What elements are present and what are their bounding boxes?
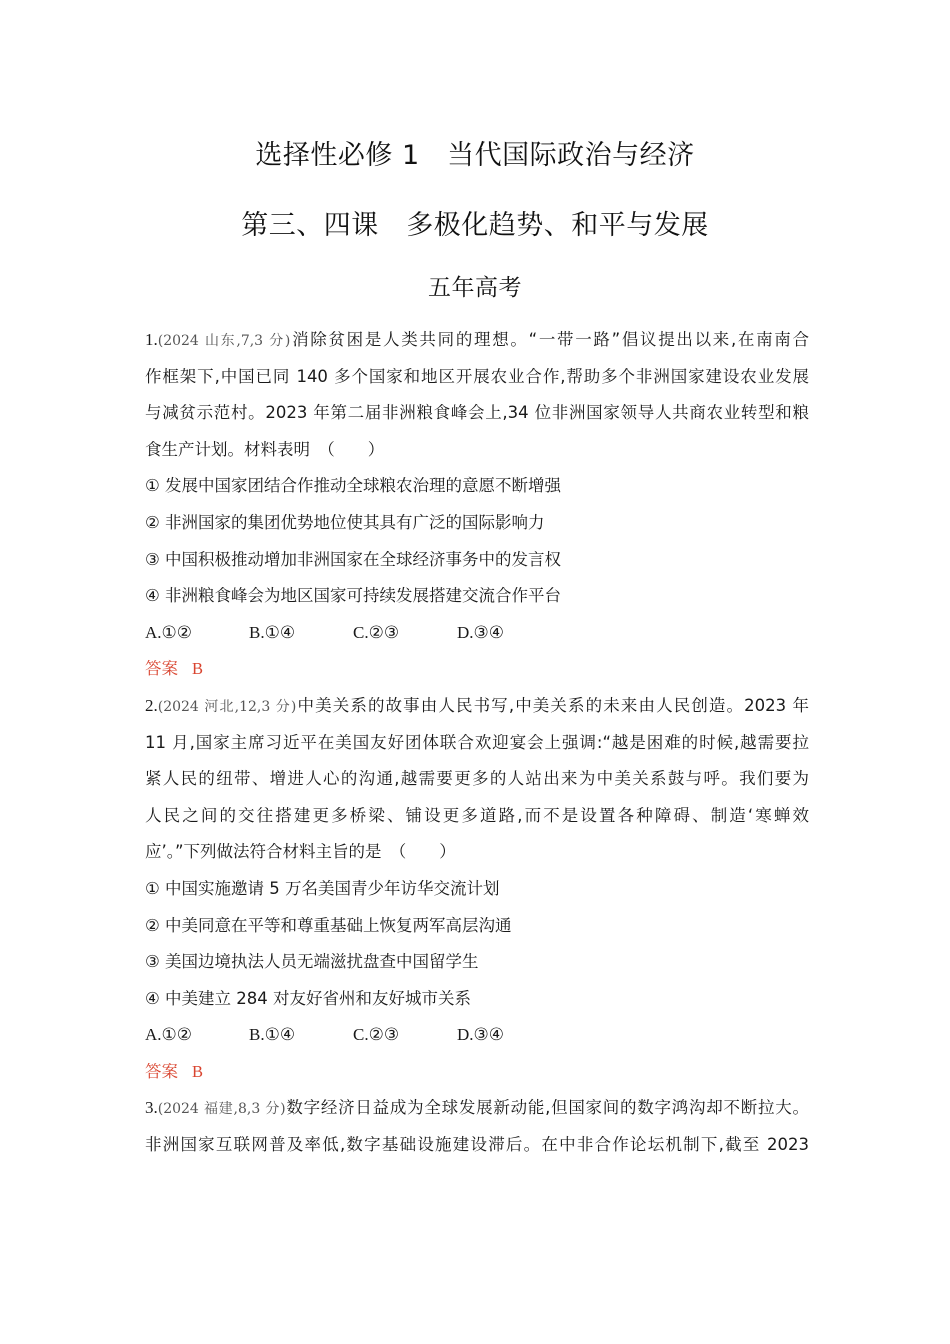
question-1-line-4: 食生产计划。材料表明 （ ） — [145, 439, 385, 459]
question-1-line-1 — [145, 322, 809, 359]
option-c: C.②③ — [353, 622, 400, 642]
answer-label: 答案 — [145, 1061, 178, 1081]
question-1 — [145, 322, 825, 688]
option-b: B.①④ — [249, 622, 296, 642]
question-2-line-4: 人民之间的交往搭建更多桥梁、铺设更多道路,而不是设置各种障碍、制造‘寒蝉效 — [145, 805, 809, 825]
answer-options — [145, 1017, 825, 1054]
statement-item: ③ 中国积极推动增加非洲国家在全球经济事务中的发言权 — [145, 549, 562, 569]
question-number: 1. — [145, 330, 158, 349]
question-2-line-2: 11 月,国家主席习近平在美国友好团体联合欢迎宴会上强调:“越是困难的时候,越需要拉 — [145, 732, 809, 752]
statement-item: ④ 中美建立 284 对友好省州和友好城市关系 — [145, 988, 472, 1008]
statement-item: ① 中国实施邀请 5 万名美国青少年访华交流计划 — [145, 878, 500, 898]
answer-value: B — [192, 659, 204, 679]
option-a: A.①② — [145, 1025, 193, 1045]
option-c: C.②③ — [353, 1025, 400, 1045]
section-title: 五年高考 — [428, 275, 522, 301]
statement-item: ② 中美同意在平等和尊重基础上恢复两军高层沟通 — [145, 915, 512, 935]
answer-line — [145, 1054, 825, 1091]
answer-value: B — [192, 1061, 204, 1081]
question-3 — [145, 1090, 825, 1163]
statement-item: ② 非洲国家的集团优势地位使其具有广泛的国际影响力 — [145, 512, 545, 532]
question-1-line-3: 与减贫示范村。2023 年第二届非洲粮食峰会上,34 位非洲国家领导人共商农业转型和粮 — [145, 403, 809, 423]
option-a: A.①② — [145, 622, 193, 642]
question-1-line-2: 作框架下,中国已同 140 多个国家和地区开展农业合作,帮助多个非洲国家建设农业发展 — [145, 366, 809, 386]
option-d: D.③④ — [457, 622, 505, 642]
question-source: (2024 福建,8,3 分) — [157, 1101, 286, 1118]
question-source: (2024 河北,12,3 分) — [157, 698, 297, 715]
question-2-line-1 — [145, 688, 809, 725]
answer-options — [145, 615, 825, 652]
main-title: 选择性必修 1 当代国际政治与经济 — [255, 140, 695, 171]
question-2-line-5: 应’。”下列做法符合材料主旨的是 （ ） — [145, 842, 456, 862]
statement-item: ④ 非洲粮食峰会为地区国家可持续发展搭建交流合作平台 — [145, 586, 562, 606]
lesson-title: 第三、四课 多极化趋势、和平与发展 — [241, 210, 709, 241]
question-number: 2. — [145, 695, 158, 715]
question-3-line-1 — [145, 1090, 809, 1127]
question-text: 数字经济日益成为全球发展新动能,但国家间的数字鸿沟却不断拉大。 — [285, 1098, 810, 1118]
option-d: D.③④ — [457, 1025, 505, 1045]
answer-line — [145, 651, 825, 688]
question-3-line-2: 非洲国家互联网普及率低,数字基础设施建设滞后。在中非合作论坛机制下,截至 2023 — [145, 1135, 809, 1155]
answer-label: 答案 — [145, 659, 178, 679]
statement-item: ① 发展中国家团结合作推动全球粮农治理的意愿不断增强 — [145, 476, 562, 496]
question-source: (2024 山东,7,3 分) — [157, 333, 291, 349]
option-b: B.①④ — [249, 1025, 296, 1045]
question-number: 3. — [145, 1098, 158, 1118]
statement-item: ③ 美国边境执法人员无端滋扰盘查中国留学生 — [145, 952, 479, 972]
question-text: 中美关系的故事由人民书写,中美关系的未来由人民创造。2023 年 — [296, 695, 810, 715]
question-2 — [145, 688, 825, 1091]
questions-body — [145, 322, 825, 1164]
question-2-line-3: 紧人民的纽带、增进人心的沟通,越需要更多的人站出来为中美关系鼓与呼。我们要为 — [145, 769, 809, 789]
question-text: 消除贫困是人类共同的理想。“一带一路”倡议提出以来,在南南合 — [290, 330, 810, 349]
